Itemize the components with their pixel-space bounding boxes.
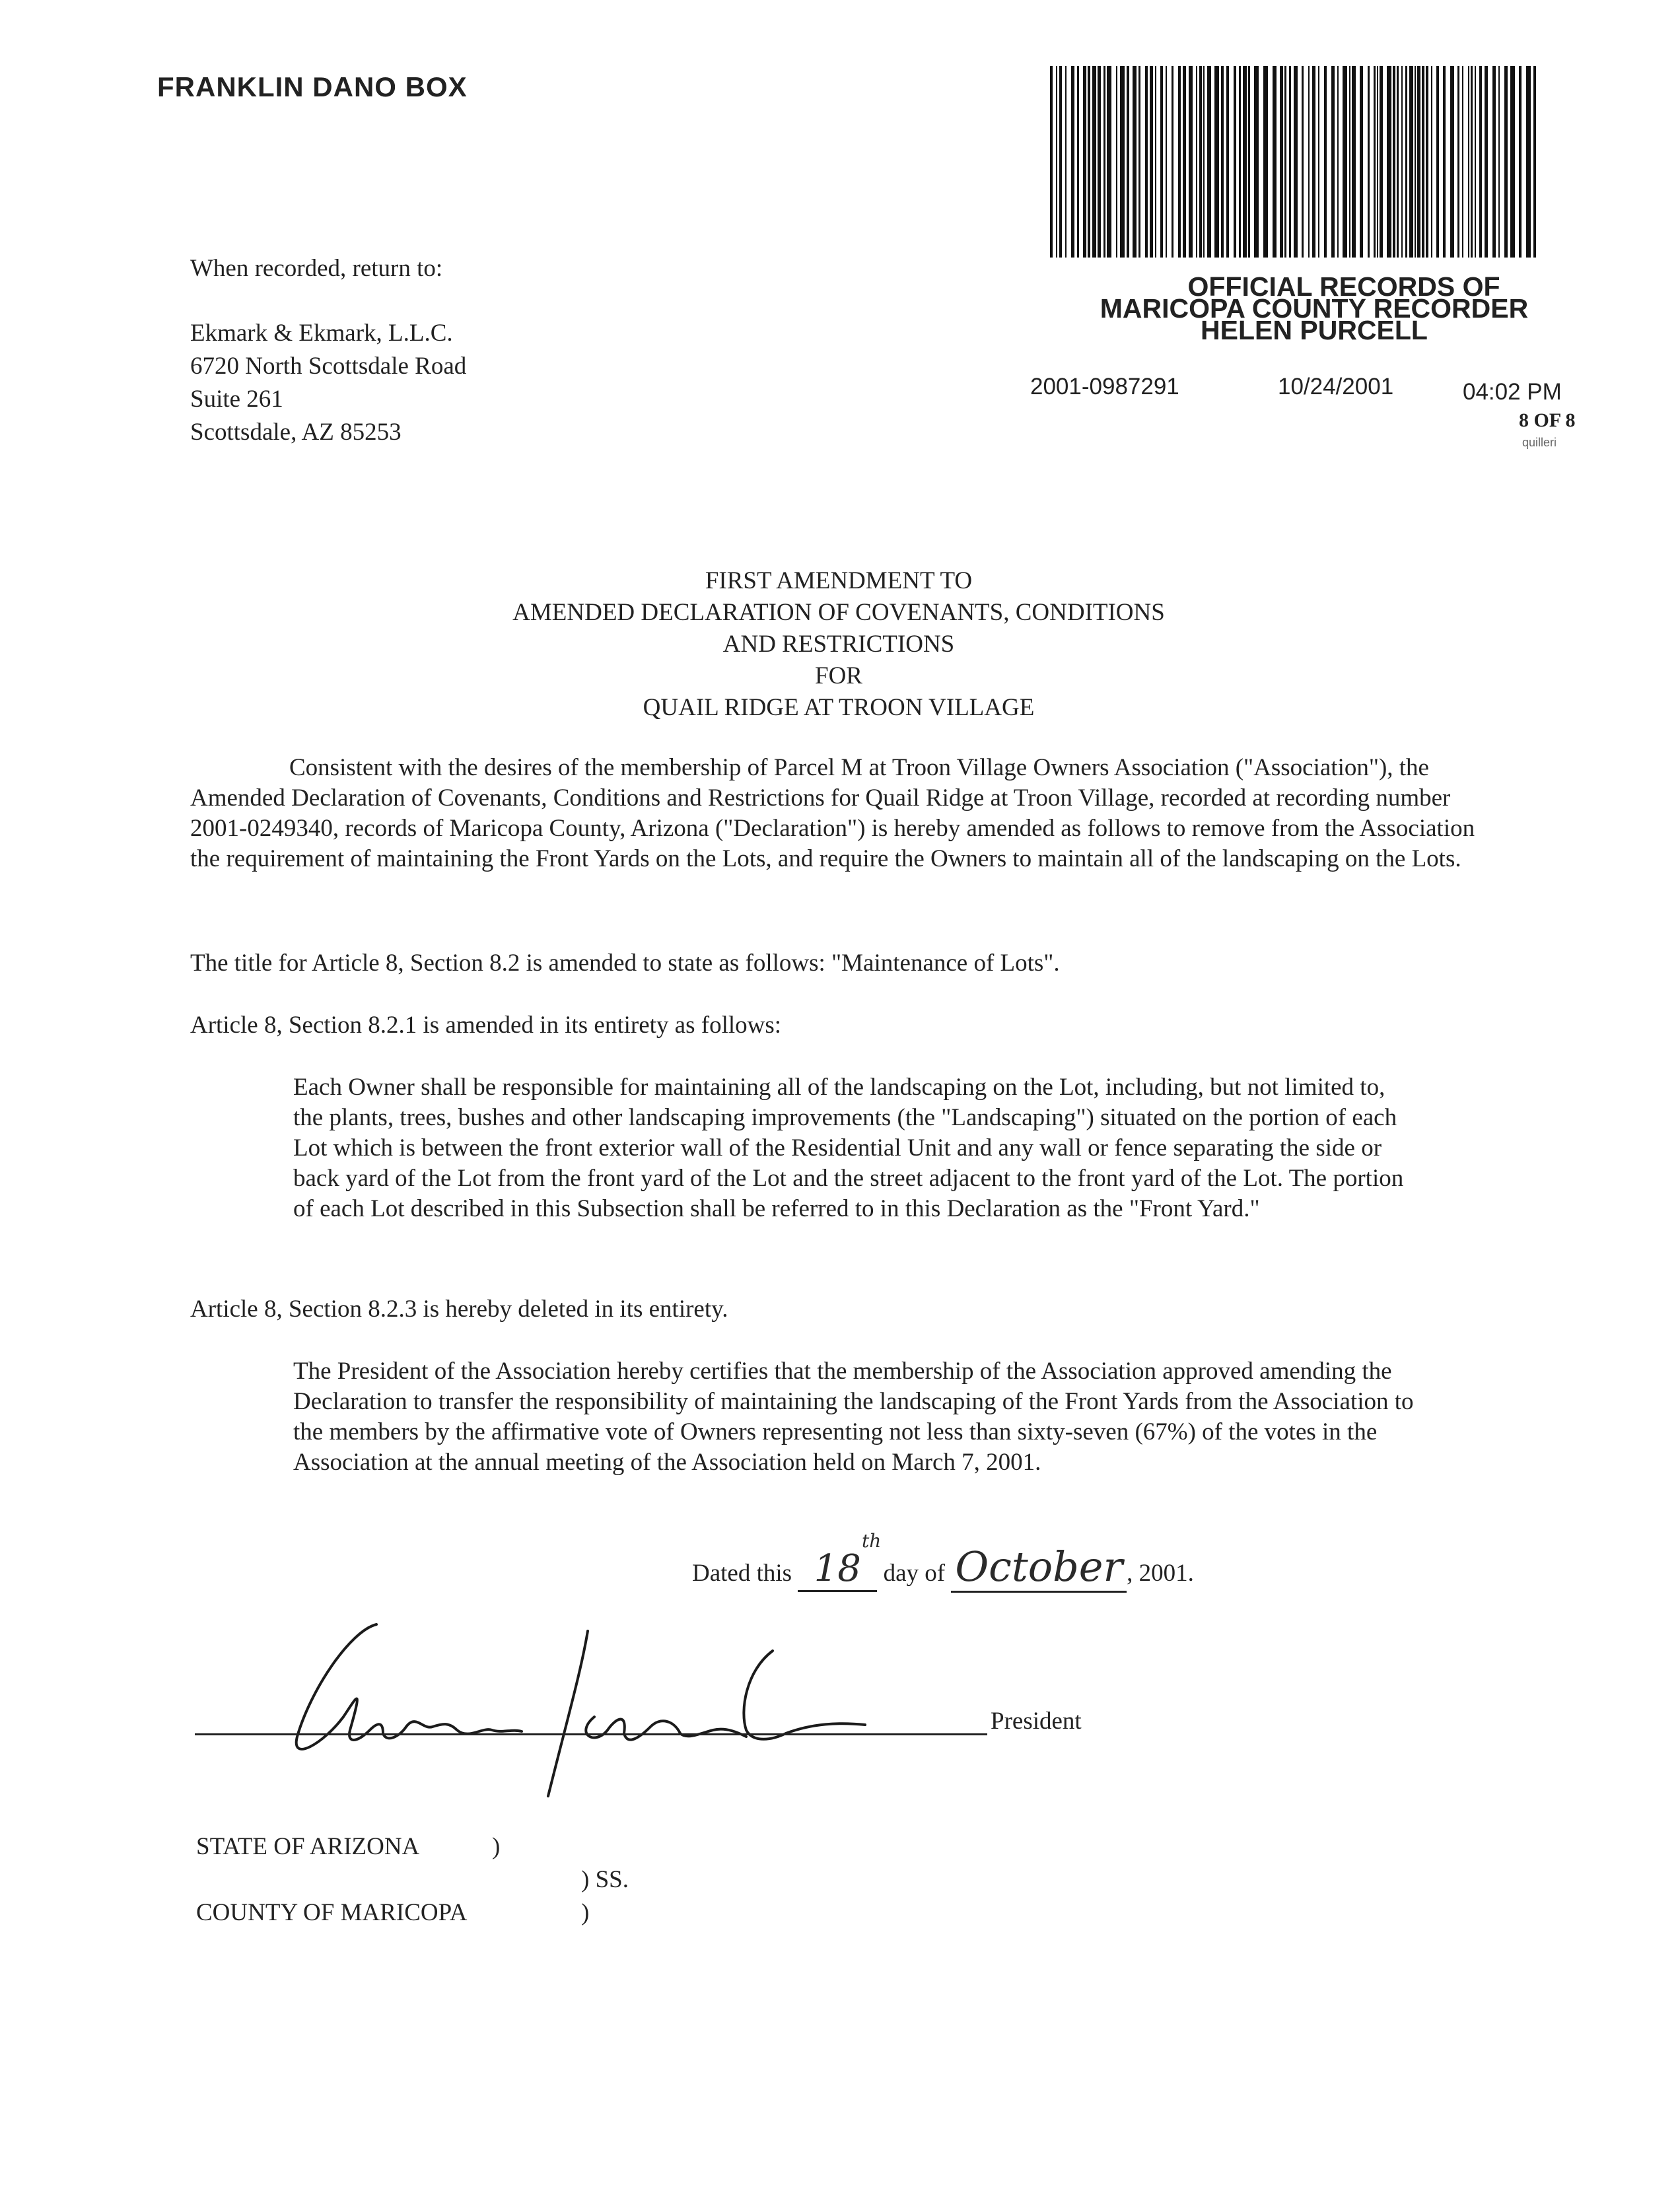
barcode-bar: [1308, 66, 1310, 258]
barcode-bar: [1431, 66, 1432, 258]
record-number: 2001-0987291: [1030, 374, 1179, 399]
barcode-bar: [1405, 66, 1407, 258]
return-address-block: [190, 252, 466, 449]
barcode-bar: [1343, 66, 1347, 258]
barcode-bar: [1519, 66, 1522, 258]
barcode-bar: [1475, 66, 1476, 258]
box-stamp: FRANKLIN DANO BOX: [157, 71, 468, 102]
barcode-bar: [1289, 66, 1291, 258]
barcode-bar: [1103, 66, 1105, 258]
barcode-bar: [1312, 66, 1315, 258]
barcode-bar: [1254, 66, 1259, 258]
dated-line: [692, 1530, 1194, 1593]
barcode-bar: [1138, 66, 1140, 258]
barcode-bar: [1360, 66, 1363, 258]
dated-month: October: [955, 1543, 1123, 1591]
dated-day: 18: [814, 1547, 861, 1590]
barcode-bar: [1199, 66, 1202, 258]
barcode-bar: [1284, 66, 1286, 258]
barcode-bar: [1533, 66, 1536, 258]
return-street: 6720 North Scottsdale Road: [190, 353, 467, 380]
barcode-image: [1050, 66, 1540, 258]
barcode-bar: [1426, 66, 1428, 258]
barcode-bar: [1294, 66, 1298, 258]
section-821-intro: Article 8, Section 8.2.1 is amended in its entirety as follows:: [190, 1012, 782, 1039]
venue-paren-2: ): [581, 1899, 590, 1926]
recorder-line-2: MARICOPA COUNTY RECORDER: [1100, 293, 1529, 324]
clerk-mark: quilleri: [1522, 436, 1557, 449]
barcode-bar: [1377, 66, 1378, 258]
signature-line: [195, 1733, 987, 1735]
title-line-2: AMENDED DECLARATION OF COVENANTS, CONDITIONS: [512, 599, 1165, 626]
barcode-bar: [1337, 66, 1339, 258]
barcode-bar: [1189, 66, 1193, 258]
barcode-bar: [1214, 66, 1219, 258]
barcode-bar: [1107, 66, 1111, 258]
barcode-bar: [1221, 66, 1224, 258]
record-time: 04:02 PM: [1463, 379, 1562, 405]
barcode-bar: [1239, 66, 1241, 258]
barcode-bar: [1374, 66, 1376, 258]
venue-paren-1: ): [492, 1833, 501, 1860]
venue-ss: ) SS.: [581, 1866, 629, 1893]
return-label: When recorded, return to:: [190, 255, 443, 282]
barcode-bar: [1397, 66, 1399, 258]
section-821-text: Each Owner shall be responsible for maintaining all of the landscaping on the Lot, including, but not limited to, the plants, trees, bushes and other landscaping improvements (the "Landscaping") situated on the portion of each Lot which is between the front exterior wall of the Residential Unit and any wall or fence separating the side or back yard of the Lot from the front yard of the Lot and the street adjacent to the front yard of the Lot. The portion of each Lot described in this Subsection shall be referred to in this Declaration as the "Front Yard.": [293, 1074, 1404, 1222]
barcode-bar: [1065, 66, 1067, 258]
return-name: Ekmark & Ekmark, L.L.C.: [190, 320, 453, 347]
barcode-bar: [1166, 66, 1167, 258]
barcode-bar: [1116, 66, 1117, 258]
barcode-bar: [1443, 66, 1446, 258]
barcode-bar: [1415, 66, 1416, 258]
return-suite: Suite 261: [190, 386, 283, 413]
return-city: Scottsdale, AZ 85253: [190, 419, 402, 446]
barcode-bar: [1468, 66, 1469, 258]
barcode-bar: [1352, 66, 1356, 258]
barcode-bar: [1324, 66, 1327, 258]
barcode-bar: [1422, 66, 1424, 258]
president-signature: [284, 1605, 878, 1816]
barcode-bar: [1098, 66, 1101, 258]
barcode-bar: [1059, 66, 1062, 258]
barcode-bar: [1092, 66, 1096, 258]
barcode-bar: [1077, 66, 1079, 258]
title-line-3: AND RESTRICTIONS: [722, 631, 955, 658]
barcode-bar: [1368, 66, 1370, 258]
venue-county: COUNTY OF MARICOPA: [196, 1899, 468, 1926]
title-line-5: QUAIL RIDGE AT TROON VILLAGE: [643, 694, 1035, 721]
barcode-bar: [1248, 66, 1250, 258]
barcode-bar: [1436, 66, 1439, 258]
barcode-bar: [1417, 66, 1420, 258]
section-823-paragraph: Article 8, Section 8.2.3 is hereby deleted in its entirety.: [190, 1296, 728, 1323]
barcode-bar: [1380, 66, 1383, 258]
barcode-bar: [1510, 66, 1515, 258]
certification-paragraph: The President of the Association hereby certifies that the membership of the Association approved amending the Declaration to transfer the responsibility of maintaining the landscaping of the Front Yards from the Association to the members by the affirmative vote of Owners representing not less than sixty-seven (67%) of the votes in the Association at the annual meeting of the Association held on March 7, 2001.: [293, 1358, 1414, 1476]
recorder-line-3: HELEN PURCELL: [1201, 315, 1428, 345]
barcode-bar: [1155, 66, 1156, 258]
barcode-bar: [1120, 66, 1125, 258]
recorder-stamp: [1024, 271, 1605, 345]
barcode-bar: [1302, 66, 1304, 258]
barcode-bar: [1150, 66, 1153, 258]
signer-role: President: [991, 1708, 1082, 1735]
intro-paragraph: Consistent with the desires of the membership of Parcel M at Troon Village Owners Association ("Association"), the Amended Declaration of Covenants, Conditions and Restrictions for Quail Ridge at Troon Village, recorded at recording number 2001-0249340, records of Maricopa County, Arizona ("Declaration") is hereby amended as follows to remove from the Association the requirement of maintaining the Front Yards on the Lots, and require the Owners to maintain all of the landscaping on the Lots.: [190, 754, 1475, 872]
barcode-bar: [1133, 66, 1137, 258]
barcode-bar: [1526, 66, 1531, 258]
barcode-bar: [1127, 66, 1129, 258]
barcode-bar: [1234, 66, 1236, 258]
barcode-bar: [1071, 66, 1074, 258]
barcode-bar: [1409, 66, 1413, 258]
title-line-4: FOR: [815, 662, 862, 689]
barcode-bar: [1492, 66, 1496, 258]
document-title: [330, 565, 1347, 724]
barcode-bar: [1498, 66, 1500, 258]
barcode-bar: [1485, 66, 1488, 258]
barcode-bar: [1349, 66, 1350, 258]
barcode-bar: [1479, 66, 1482, 258]
barcode-bar: [1083, 66, 1086, 258]
barcode-bar: [1203, 66, 1205, 258]
recorder-line-1: OFFICIAL RECORDS OF: [1187, 271, 1500, 302]
record-date: 10/24/2001: [1278, 374, 1394, 399]
barcode-bar: [1243, 66, 1247, 258]
barcode-bar: [1393, 66, 1395, 258]
barcode-bar: [1263, 66, 1268, 258]
dated-prefix: Dated this: [692, 1560, 792, 1587]
dated-mid: day of: [883, 1560, 946, 1587]
barcode-bar: [1457, 66, 1459, 258]
barcode-bar: [1226, 66, 1229, 258]
barcode-bar: [1318, 66, 1319, 258]
venue-state: STATE OF ARIZONA: [196, 1833, 420, 1860]
barcode-bar: [1462, 66, 1463, 258]
barcode-bar: [1050, 66, 1053, 258]
barcode-bar: [1471, 66, 1473, 258]
barcode-bar: [1196, 66, 1197, 258]
barcode-bar: [1160, 66, 1163, 258]
barcode-bar: [1273, 66, 1277, 258]
barcode-bar: [1401, 66, 1403, 258]
barcode-bar: [1178, 66, 1181, 258]
barcode-bar: [1450, 66, 1454, 258]
barcode-bar: [1387, 66, 1391, 258]
barcode-bar: [1145, 66, 1148, 258]
barcode-bar: [1280, 66, 1283, 258]
barcode-bar: [1172, 66, 1173, 258]
section-title-paragraph: The title for Article 8, Section 8.2 is amended to state as follows: "Maintenance of Lots".: [190, 950, 1060, 977]
title-line-1: FIRST AMENDMENT TO: [705, 567, 973, 594]
barcode-bar: [1056, 66, 1057, 258]
barcode-bar: [1088, 66, 1090, 258]
barcode-bar: [1331, 66, 1335, 258]
barcode-bar: [1207, 66, 1211, 258]
page-count: 8 OF 8: [1519, 409, 1576, 431]
dated-day-suffix: th: [862, 1530, 882, 1552]
barcode-bar: [1504, 66, 1508, 258]
dated-year: , 2001.: [1127, 1560, 1194, 1587]
barcode-bar: [1183, 66, 1186, 258]
